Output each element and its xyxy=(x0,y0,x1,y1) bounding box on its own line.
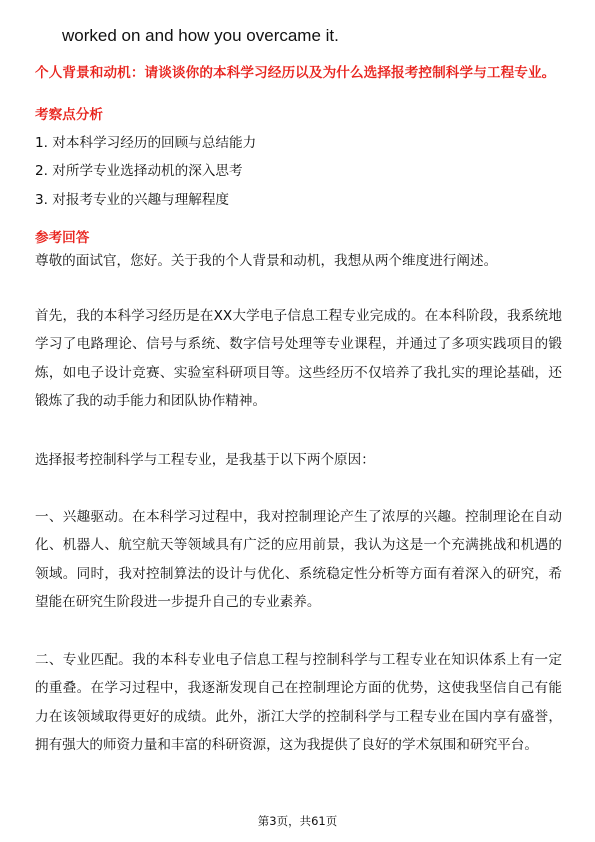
page-number-footer: 第3页，共61页 xyxy=(257,814,338,828)
answer-paragraph: 首先，我的本科学习经历是在XX大学电子信息工程专业完成的。在本科阶段，我系统地学习了电路理论、信号与系统、数字信号处理等专业课程，并通过了多项实践项目的锻炼，如电子设计竞赛、实验室科研项目等。这些经历不仅培养了我扎实的理论基础，还锻炼了我的动手能力和团队协作精神。 xyxy=(35,308,562,410)
answer-paragraph: 选择报考控制科学与工程专业，是我基于以下两个原因： xyxy=(35,452,375,468)
answer-heading: 参考回答 xyxy=(35,230,90,246)
answer-paragraph: 尊敬的面试官，您好。关于我的个人背景和动机，我想从两个维度进行阐述。 xyxy=(35,253,498,269)
analysis-point: 2. 对所学专业选择动机的深入思考 xyxy=(35,163,243,179)
answer-paragraph: 一、兴趣驱动。在本科学习过程中，我对控制理论产生了浓厚的兴趣。控制理论在自动化、机器人、航空航天等领域具有广泛的应用前景，我认为这是一个充满挑战和机遇的领域。同时，我对控制算法的设计与优化、系统稳定性分析等方面有着深入的研究，希望能在研究生阶段进一步提升自己的专业素养。 xyxy=(35,509,562,611)
analysis-point: 3. 对报考专业的兴趣与理解程度 xyxy=(35,192,230,208)
interview-question: 个人背景和动机：请谈谈你的本科学习经历以及为什么选择报考控制科学与工程专业。 xyxy=(35,65,556,81)
analysis-heading: 考察点分析 xyxy=(35,107,103,123)
intro-continuation-text: worked on and how you overcame it. xyxy=(62,26,339,45)
answer-paragraph: 二、专业匹配。我的本科专业电子信息工程与控制科学与工程专业在知识体系上有一定的重叠。在学习过程中，我逐渐发现自己在控制理论方面的优势，这使我坚信自己有能力在该领域取得更好的成绩。此外，浙江大学的控制科学与工程专业在国内享有盛誉，拥有强大的师资力量和丰富的科研资源，这为我提供了良好的学术氛围和研究平台。 xyxy=(35,652,562,754)
analysis-point: 1. 对本科学习经历的回顾与总结能力 xyxy=(35,135,257,151)
